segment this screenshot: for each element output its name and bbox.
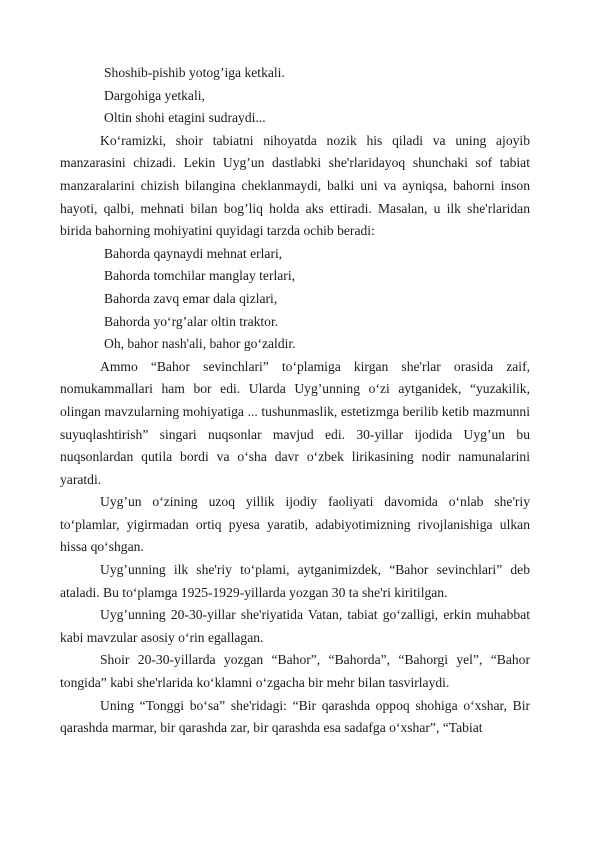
verse-line: Bahorda qaynaydi mehnat erlari, — [104, 245, 283, 261]
document-page — [60, 62, 530, 740]
verse-line: Dargohiga yetkali, — [104, 87, 205, 103]
paragraph: Shoir 20-30-yillarda yozgan “Bahor”, “Bahorda”, “Bahorgi yel”, “Bahor tongida” kabi she'rlarida ko‘klamni o‘zgacha bir mehr bilan tasvirlaydi. — [60, 652, 530, 691]
paragraph: Ko‘ramizki, shoir tabiatni nihoyatda nozik his qiladi va uning ajoyib manzarasini chizadi. Lekin Uyg’un dastlabki she'rlaridayoq shunchaki sof tabiat manzaralarini chizish bilangina cheklanmaydi, balki uni va ayniqsa, bahorni inson hayoti, qalbi, mehnati bilan bog’liq holda aks ettiradi. Masalan, u ilk she'rlaridan birida bahorning mohiyatini quyidagi tarzda ochib beradi: — [60, 132, 530, 239]
verse-line: Bahorda yo‘rg’alar oltin traktor. — [104, 313, 279, 329]
verse-line: Shoshib-pishib yotog’iga ketkali. — [104, 65, 285, 80]
verse-line: Bahorda tomchilar manglay terlari, — [104, 268, 295, 284]
paragraph: Uning “Tonggi bo‘sa” she'ridagi: “Bir qarashda oppoq shohiga o‘xshar, Bir qarashda marmar, bir qarashda zar, bir qarashda esa sadafga o‘xshar”, “Tabiat — [60, 697, 530, 736]
verse-line: Oltin shohi etagini sudraydi... — [104, 110, 266, 126]
verse-line: Bahorda zavq emar dala qizlari, — [104, 290, 278, 306]
paragraph: Uyg’un o‘zining uzoq yillik ijodiy faoliyati davomida o‘nlab she'riy to‘plamlar, yigirmadan ortiq pyesa yaratib, adabiyotimizning rivojlanishiga ulkan hissa qo‘shgan. — [60, 494, 530, 555]
verse-line: Oh, bahor nash'ali, bahor go‘zaldir. — [104, 336, 296, 352]
paragraph: Uyg’unning ilk she'riy to‘plami, aytganimizdek, “Bahor sevinchlari” deb ataladi. Bu to‘plamga 1925-1929-yillarda yozgan 30 ta she'ri kiritilgan. — [60, 562, 530, 600]
paragraph: Uyg’unning 20-30-yillar she'riyatida Vatan, tabiat go‘zalligi, erkin muhabbat kabi mavzular asosiy o‘rin egallagan. — [60, 607, 530, 645]
paragraph: Ammo “Bahor sevinchlari” to‘plamiga kirgan she'rlar orasida zaif, nomukammallari ham bor edi. Ularda Uyg’unning o‘zi aytganidek, “yuzakilik, olingan mavzularning mohiyatiga ... tushunmaslik, estetizmga berilib ketib mazmunni suyuqlashtirish” singari nuqsonlar mavjud edi. 30-yillar ijodida Uyg’un bu nuqsonlardan qutila bordi va o‘sha davr o‘zbek lirikasining nodir namunalarini yaratdi. — [60, 358, 530, 487]
